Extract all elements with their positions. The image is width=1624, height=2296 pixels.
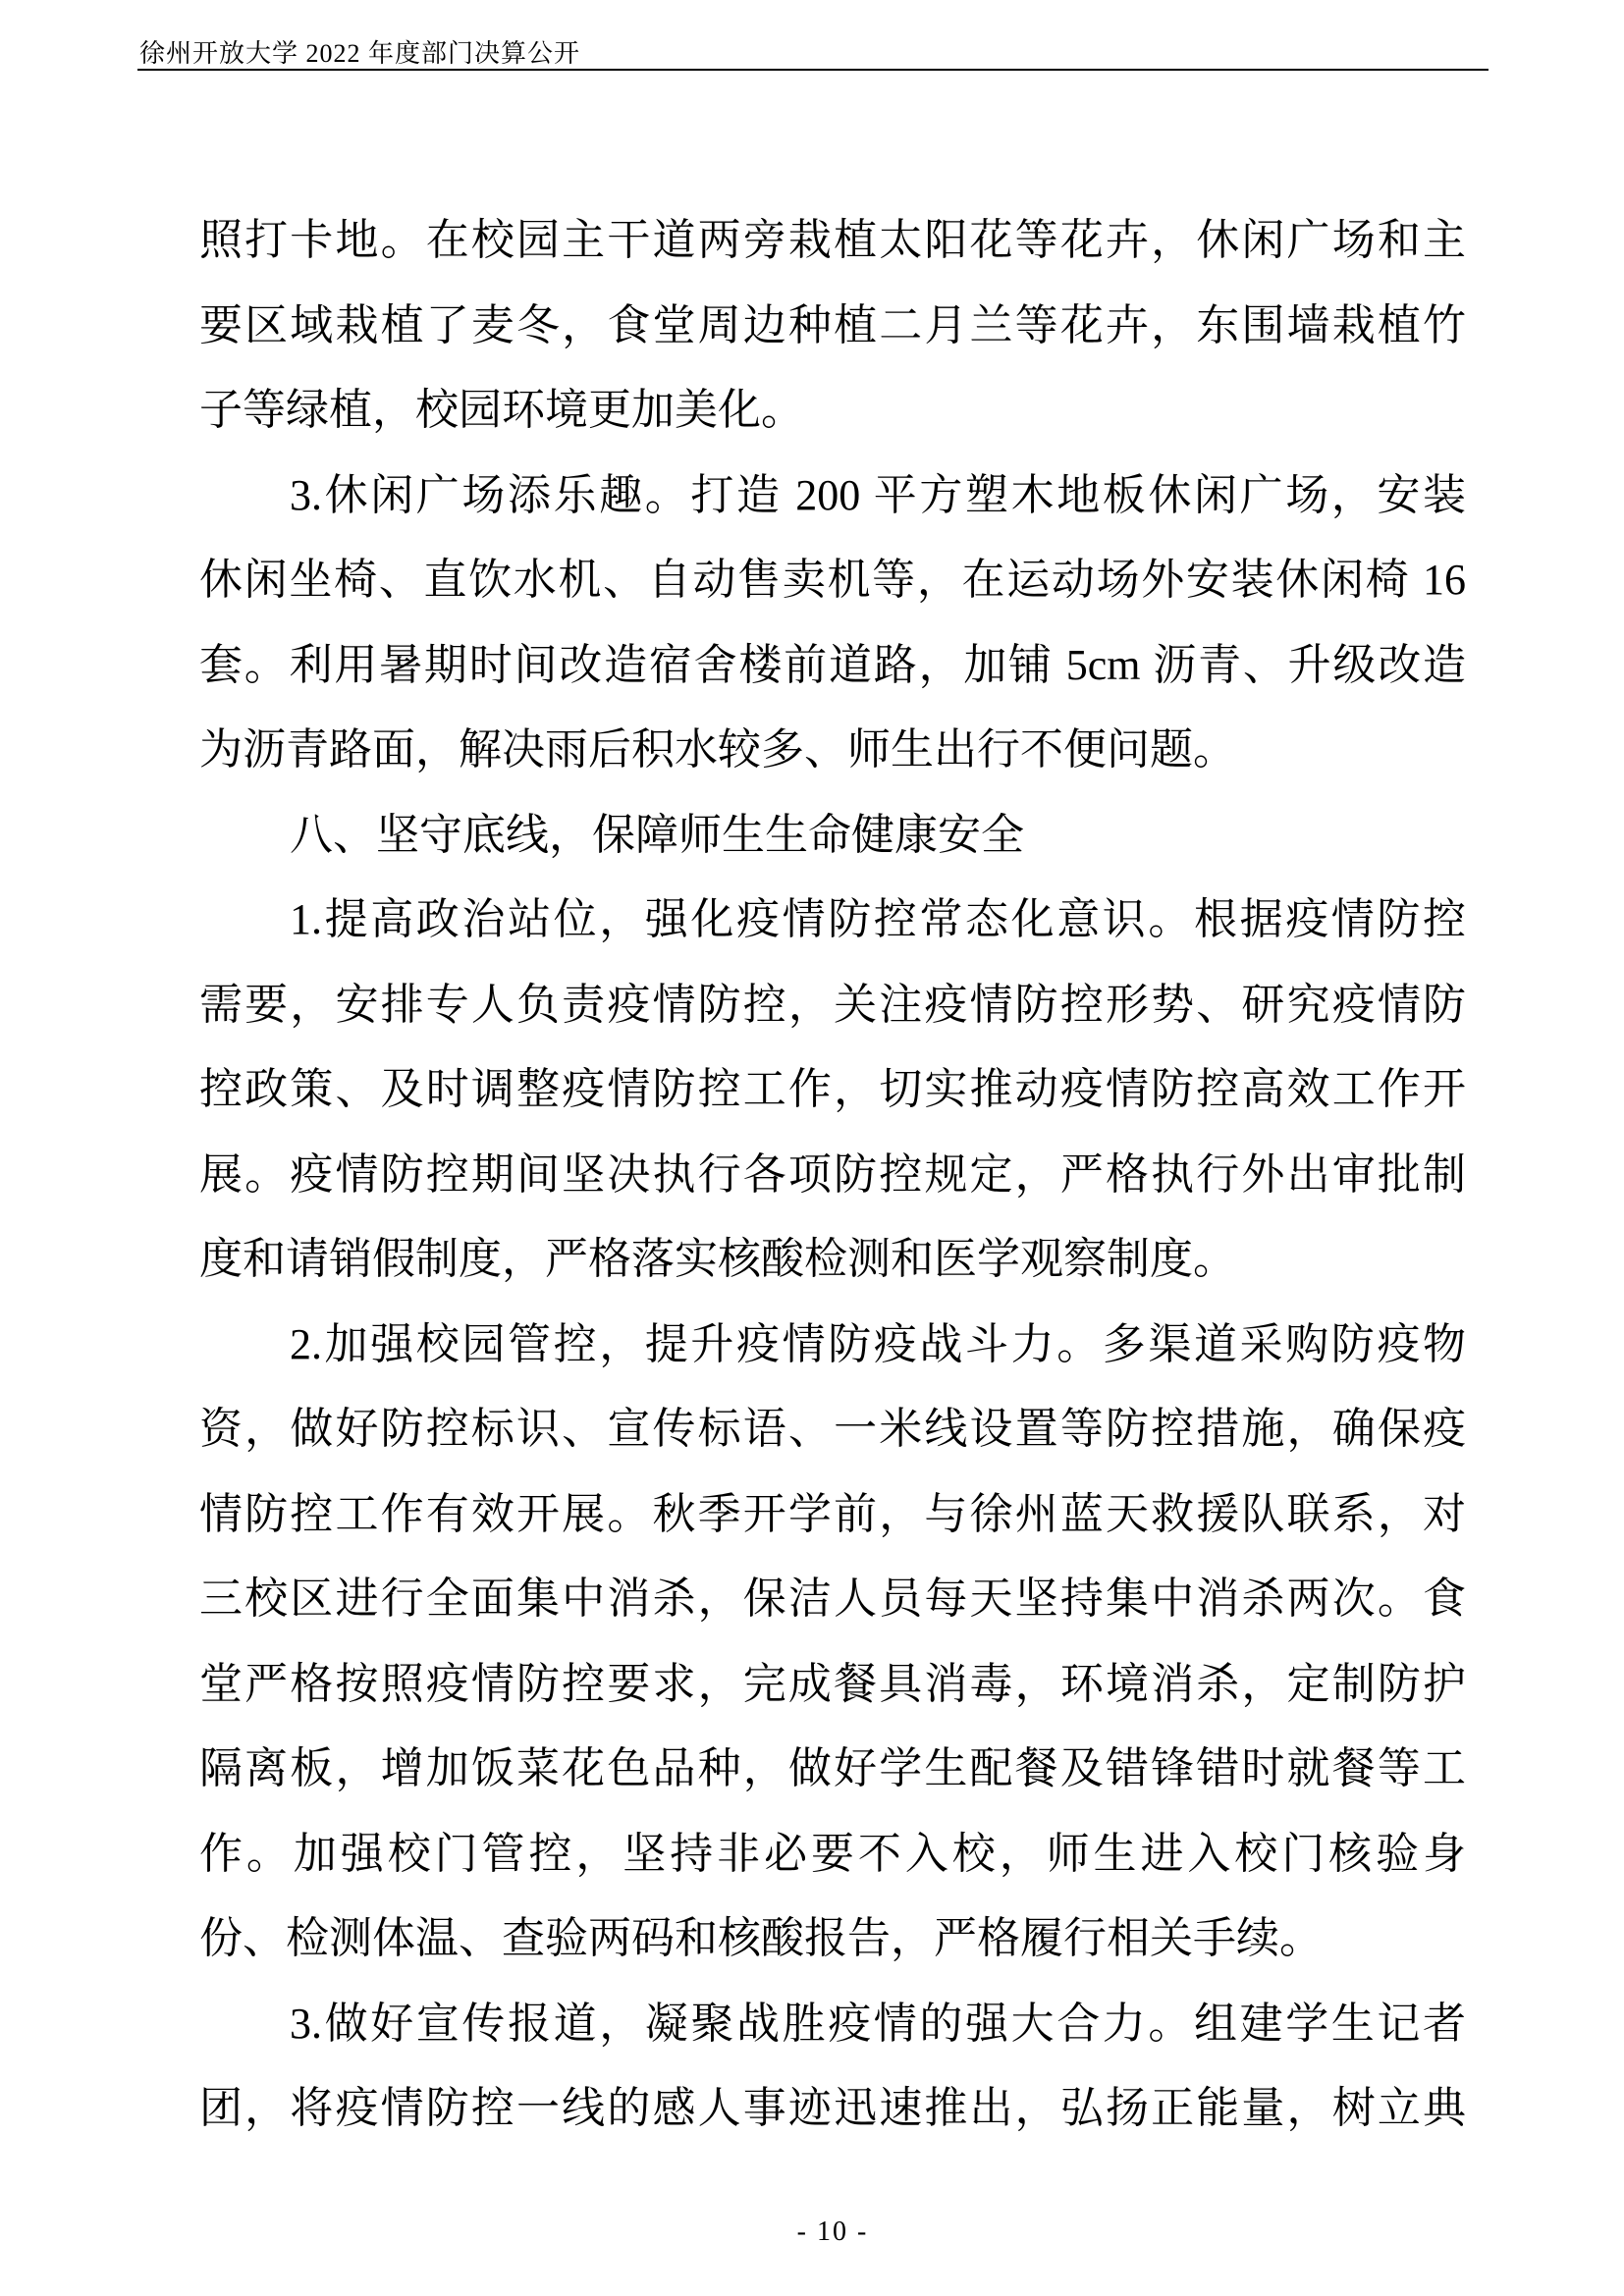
page-number: - 10 -	[796, 2216, 869, 2247]
body-text-line: 2.加强校园管控，提升疫情防疫战斗力。多渠道采购防疫物	[290, 1319, 1466, 1368]
body-text-line: 控政策、及时调整疫情防控工作，切实推动疫情防控高效工作开	[199, 1065, 1466, 1113]
body-text-line: 三校区进行全面集中消杀，保洁人员每天坚持集中消杀两次。食	[199, 1575, 1466, 1623]
header-divider	[137, 69, 1489, 71]
page-footer	[199, 2216, 1466, 2248]
body-text-line: 份、检测体温、查验两码和核酸报告，严格履行相关手续。	[199, 1914, 1323, 1962]
body-text-line: 休闲坐椅、直饮水机、自动售卖机等，在运动场外安装休闲椅 16	[199, 556, 1466, 604]
body-text-line: 子等绿植，校园环境更加美化。	[199, 386, 804, 434]
body-text-line: 八、坚守底线，保障师生生命健康安全	[290, 810, 1024, 859]
body-text-line: 要区域栽植了麦冬，食堂周边种植二月兰等花卉，东围墙栽植竹	[199, 300, 1466, 349]
body-text-line: 1.提高政治站位，强化疫情防控常态化意识。根据疫情防控	[290, 895, 1466, 943]
body-text-line: 需要，安排专人负责疫情防控，关注疫情防控形势、研究疫情防	[199, 980, 1466, 1029]
document-body	[199, 198, 1466, 2152]
body-text-line: 团，将疫情防控一线的感人事迹迅速推出，弘扬正能量，树立典	[199, 2084, 1466, 2132]
body-text-line: 堂严格按照疫情防控要求，完成餐具消毒，环境消杀，定制防护	[199, 1659, 1466, 1708]
page-header	[139, 33, 580, 70]
body-text-line: 情防控工作有效开展。秋季开学前，与徐州蓝天救援队联系，对	[199, 1489, 1466, 1538]
body-text-line: 套。利用暑期时间改造宿舍楼前道路，加铺 5cm 沥青、升级改造	[199, 640, 1466, 689]
body-text-line: 3.做好宣传报道，凝聚战胜疫情的强大合力。组建学生记者	[290, 1999, 1466, 2048]
body-text-line: 度和请销假制度，严格落实核酸检测和医学观察制度。	[199, 1235, 1236, 1283]
body-text-line: 资，做好防控标识、宣传标语、一米线设置等防控措施，确保疫	[199, 1405, 1466, 1453]
body-text-line: 照打卡地。在校园主干道两旁栽植太阳花等花卉，休闲广场和主	[199, 216, 1466, 264]
header-title: 徐州开放大学 2022 年度部门决算公开	[139, 39, 581, 68]
body-text-line: 展。疫情防控期间坚决执行各项防控规定，严格执行外出审批制	[199, 1149, 1466, 1199]
body-text-line: 作。加强校门管控，坚持非必要不入校，师生进入校门核验身	[199, 1829, 1466, 1878]
body-text-line: 3.休闲广场添乐趣。打造 200 平方塑木地板休闲广场，安装	[290, 470, 1466, 519]
body-text-line: 隔离板，增加饭菜花色品种，做好学生配餐及错锋错时就餐等工	[199, 1744, 1466, 1792]
body-text-line: 为沥青路面，解决雨后积水较多、师生出行不便问题。	[199, 725, 1236, 774]
